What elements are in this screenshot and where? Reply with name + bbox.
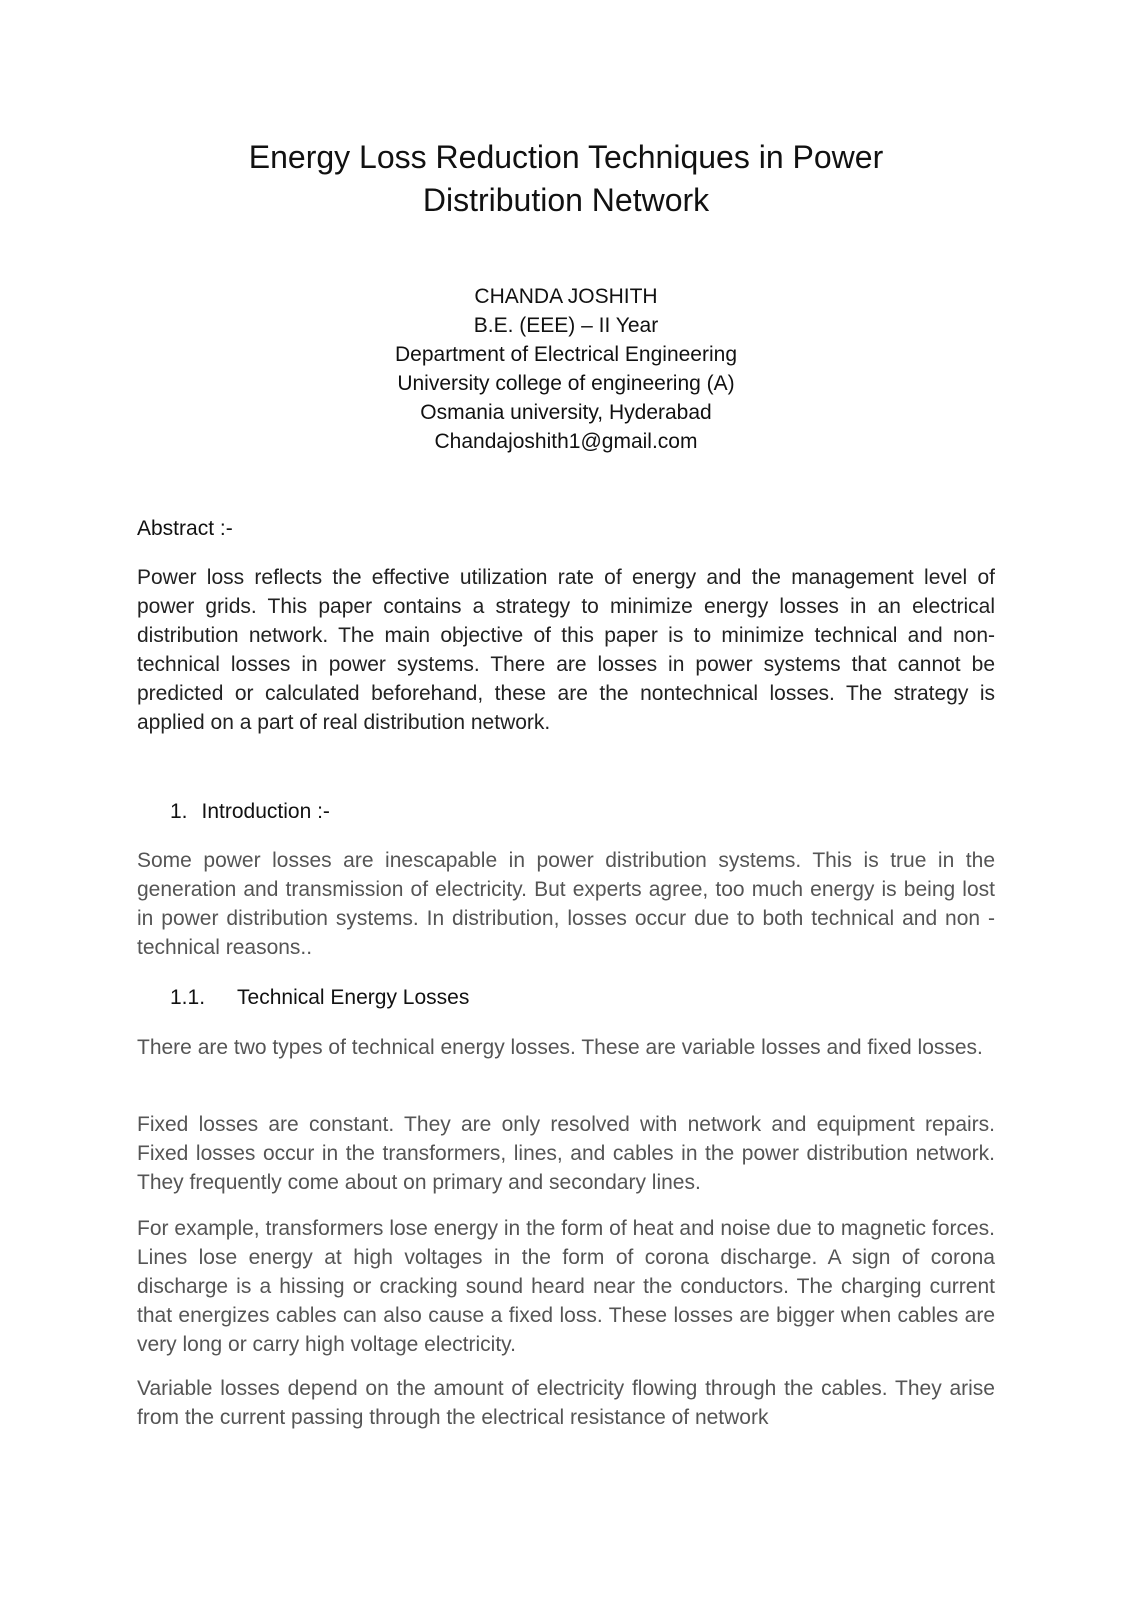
technical-losses-para-4 — [137, 1374, 995, 1432]
author-university: Osmania university, Hyderabad — [420, 401, 712, 424]
author-email: Chandajoshith1@gmail.com — [434, 430, 698, 453]
title-line-1: Energy Loss Reduction Techniques in Power — [248, 139, 884, 175]
technical-losses-para-1 — [137, 1033, 995, 1062]
technical-losses-number: 1.1. — [170, 986, 206, 1009]
introduction-number: 1. — [170, 800, 188, 823]
introduction-section — [137, 846, 995, 962]
paragraph-text: Variable losses depend on the amount of electricity flowing through the cables. They arise from the current passing through the electrical resistance of network — [137, 1377, 995, 1429]
abstract-heading-wrap — [137, 517, 995, 541]
paper-title — [150, 136, 982, 222]
technical-losses-para-3 — [137, 1214, 995, 1359]
author-name: CHANDA JOSHITH — [474, 285, 658, 308]
introduction-text: Some power losses are inescapable in power distribution systems. This is true in the generation and transmission of electricity. But experts agree, too much energy is being lost in power distribution systems. In distribution, losses occur due to both technical and non - technical reasons.. — [137, 849, 995, 959]
technical-losses-heading — [170, 986, 1028, 1010]
abstract-heading: Abstract :- — [137, 517, 233, 540]
paragraph-text: For example, transformers lose energy in the form of heat and noise due to magnetic forces. Lines lose energy at high voltages in the form of corona discharge. A sign of corona discharge is a hissing or cracking sound heard near the conductors. The charging current that energizes cables can also cause a fixed loss. These losses are bigger when cables are very long or carry high voltage electricity. — [137, 1217, 995, 1356]
author-block — [200, 282, 932, 456]
author-degree: B.E. (EEE) – II Year — [473, 314, 659, 337]
author-college: University college of engineering (A) — [397, 372, 735, 395]
introduction-heading — [170, 800, 1028, 824]
author-department: Department of Electrical Engineering — [394, 343, 737, 366]
paragraph-text: There are two types of technical energy losses. These are variable losses and fixed losses. — [137, 1036, 983, 1059]
paragraph-text: Fixed losses are constant. They are only resolved with network and equipment repairs. Fixed losses occur in the transformers, lines, and cables in the power distribution network. They frequently come about on primary and secondary lines. — [137, 1113, 995, 1194]
introduction-title: Introduction :- — [201, 800, 330, 823]
title-line-2: Distribution Network — [422, 182, 710, 218]
abstract-section — [137, 563, 995, 737]
technical-losses-para-2 — [137, 1110, 995, 1197]
abstract-text: Power loss reflects the effective utilization rate of energy and the management level of power grids. This paper contains a strategy to minimize energy losses in an electrical distribution network. The main objective of this paper is to minimize technical and non-technical losses in power systems. There are losses in power systems that cannot be predicted or calculated beforehand, these are the nontechnical losses. The strategy is applied on a part of real distribution network. — [137, 566, 995, 734]
technical-losses-title: Technical Energy Losses — [237, 986, 470, 1009]
